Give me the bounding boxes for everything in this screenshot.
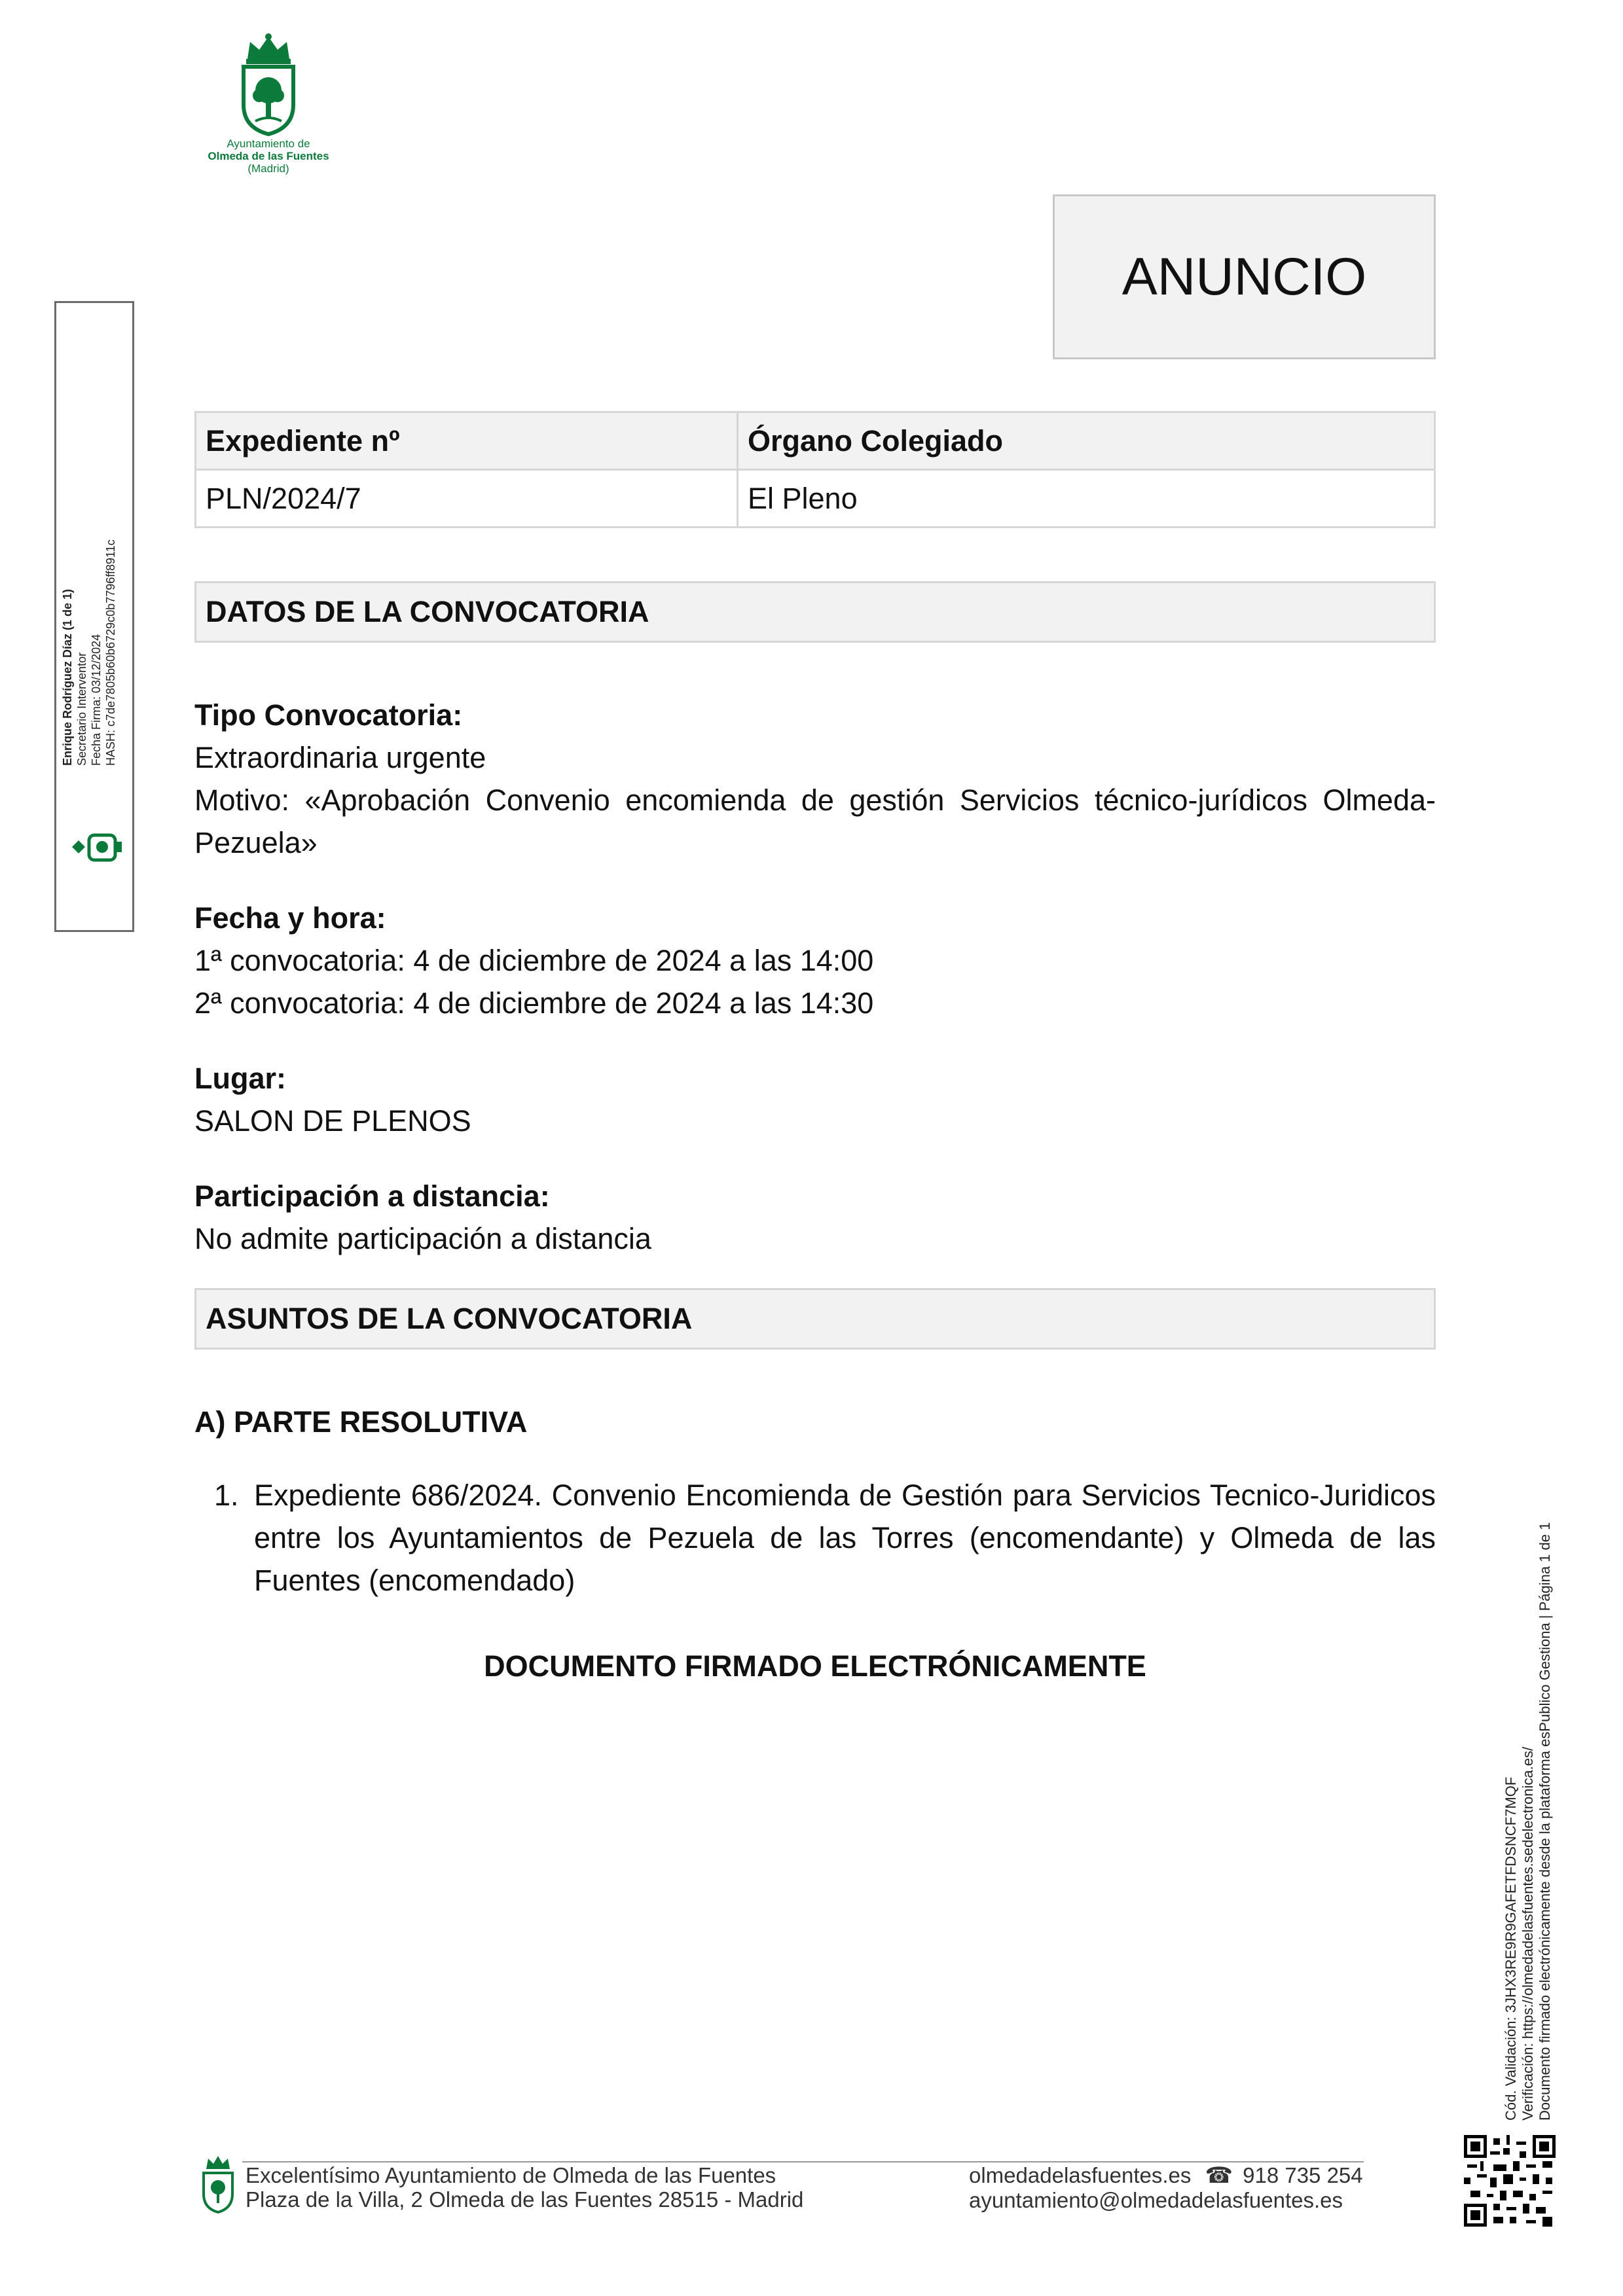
- asuntos-section-header: ASUNTOS DE LA CONVOCATORIA: [194, 1288, 1436, 1350]
- coat-of-arms-icon: [236, 33, 301, 137]
- convocatoria-1: 1ª convocatoria: 4 de diciembre de 2024 a las 14:00: [194, 944, 874, 977]
- expediente-table: [194, 411, 1436, 528]
- expediente-value: PLN/2024/7: [196, 470, 738, 528]
- fecha-label: Fecha y hora:: [194, 901, 386, 935]
- signed-notice: DOCUMENTO FIRMADO ELECTRÓNICAMENTE: [484, 1649, 1146, 1683]
- validation-code: Cód. Validación: 3JHX3RE9R9GAFETFDSNCF7MQF: [1503, 1776, 1519, 2121]
- qr-code: [1464, 2135, 1556, 2227]
- table-row: [196, 470, 1435, 528]
- parte-resolutiva-title: A) PARTE RESOLUTIVA: [194, 1405, 528, 1439]
- logo-line-1: Ayuntamiento de: [227, 137, 310, 150]
- footer-email[interactable]: ayuntamiento@olmedadelasfuentes.es: [969, 2188, 1343, 2212]
- expediente-header: Expediente nº: [196, 412, 738, 470]
- table-header-row: [196, 412, 1435, 470]
- lugar-value: SALON DE PLENOS: [194, 1104, 471, 1138]
- logo-line-2: Olmeda de las Fuentes: [208, 150, 329, 162]
- participacion-label: Participación a distancia:: [194, 1179, 550, 1213]
- municipal-logo: [190, 33, 347, 173]
- agenda-item-text: Expediente 686/2024. Convenio Encomienda de Gestión para Servicios Tecnico-Juridicos entre los Ayuntamientos de Pezuela de las Torres (encomendante) y Olmeda de las Fuentes (encomendado): [254, 1479, 1436, 1597]
- participacion-value: No admite participación a distancia: [194, 1222, 651, 1255]
- signer-name: Enrique Rodríguez Díaz (1 de 1): [61, 588, 74, 766]
- footer-logo-icon: [200, 2155, 236, 2217]
- stamp-logo-icon: [69, 831, 124, 866]
- signature-date: Fecha Firma: 03/12/2024: [90, 634, 103, 766]
- phone-icon: ☎: [1205, 2163, 1233, 2188]
- footer-website[interactable]: olmedadelasfuentes.es: [969, 2163, 1192, 2187]
- organo-header: Órgano Colegiado: [738, 412, 1435, 470]
- footer-org-name: Excelentísimo Ayuntamiento de Olmeda de las Fuentes: [246, 2163, 776, 2187]
- footer-divider: [242, 2161, 1364, 2162]
- verification-url: Verificación: https://olmedadelasfuentes.sedelectronica.es/: [1520, 1746, 1536, 2121]
- signature-hash: HASH: c7de7805b60b6729c0b7796ff8911c: [104, 539, 117, 766]
- lugar-label: Lugar:: [194, 1062, 286, 1095]
- footer-phone: 918 735 254: [1243, 2163, 1363, 2187]
- organo-value: El Pleno: [738, 470, 1435, 528]
- platform-notice: Documento firmado electrónicamente desde la plataforma esPublico Gestiona | Página 1 de 1: [1537, 1522, 1553, 2121]
- footer-contact-block: [969, 2163, 1363, 2212]
- motivo-text: Motivo: «Aprobación Convenio encomienda de gestión Servicios técnico-jurídicos Olmeda-Pezuela»: [194, 783, 1436, 859]
- agenda-item-number: 1.: [214, 1479, 239, 1512]
- tipo-value: Extraordinaria urgente: [194, 741, 486, 774]
- logo-line-3: (Madrid): [247, 162, 289, 175]
- datos-section-header: DATOS DE LA CONVOCATORIA: [194, 581, 1436, 643]
- signer-role: Secretario Interventor: [75, 652, 88, 766]
- convocatoria-2: 2ª convocatoria: 4 de diciembre de 2024 a las 14:30: [194, 986, 874, 1020]
- footer-address: Plaza de la Villa, 2 Olmeda de las Fuentes 28515 - Madrid: [246, 2187, 804, 2212]
- tipo-label: Tipo Convocatoria:: [194, 698, 463, 732]
- document-title: ANUNCIO: [1053, 194, 1436, 359]
- footer-address-block: [246, 2163, 803, 2212]
